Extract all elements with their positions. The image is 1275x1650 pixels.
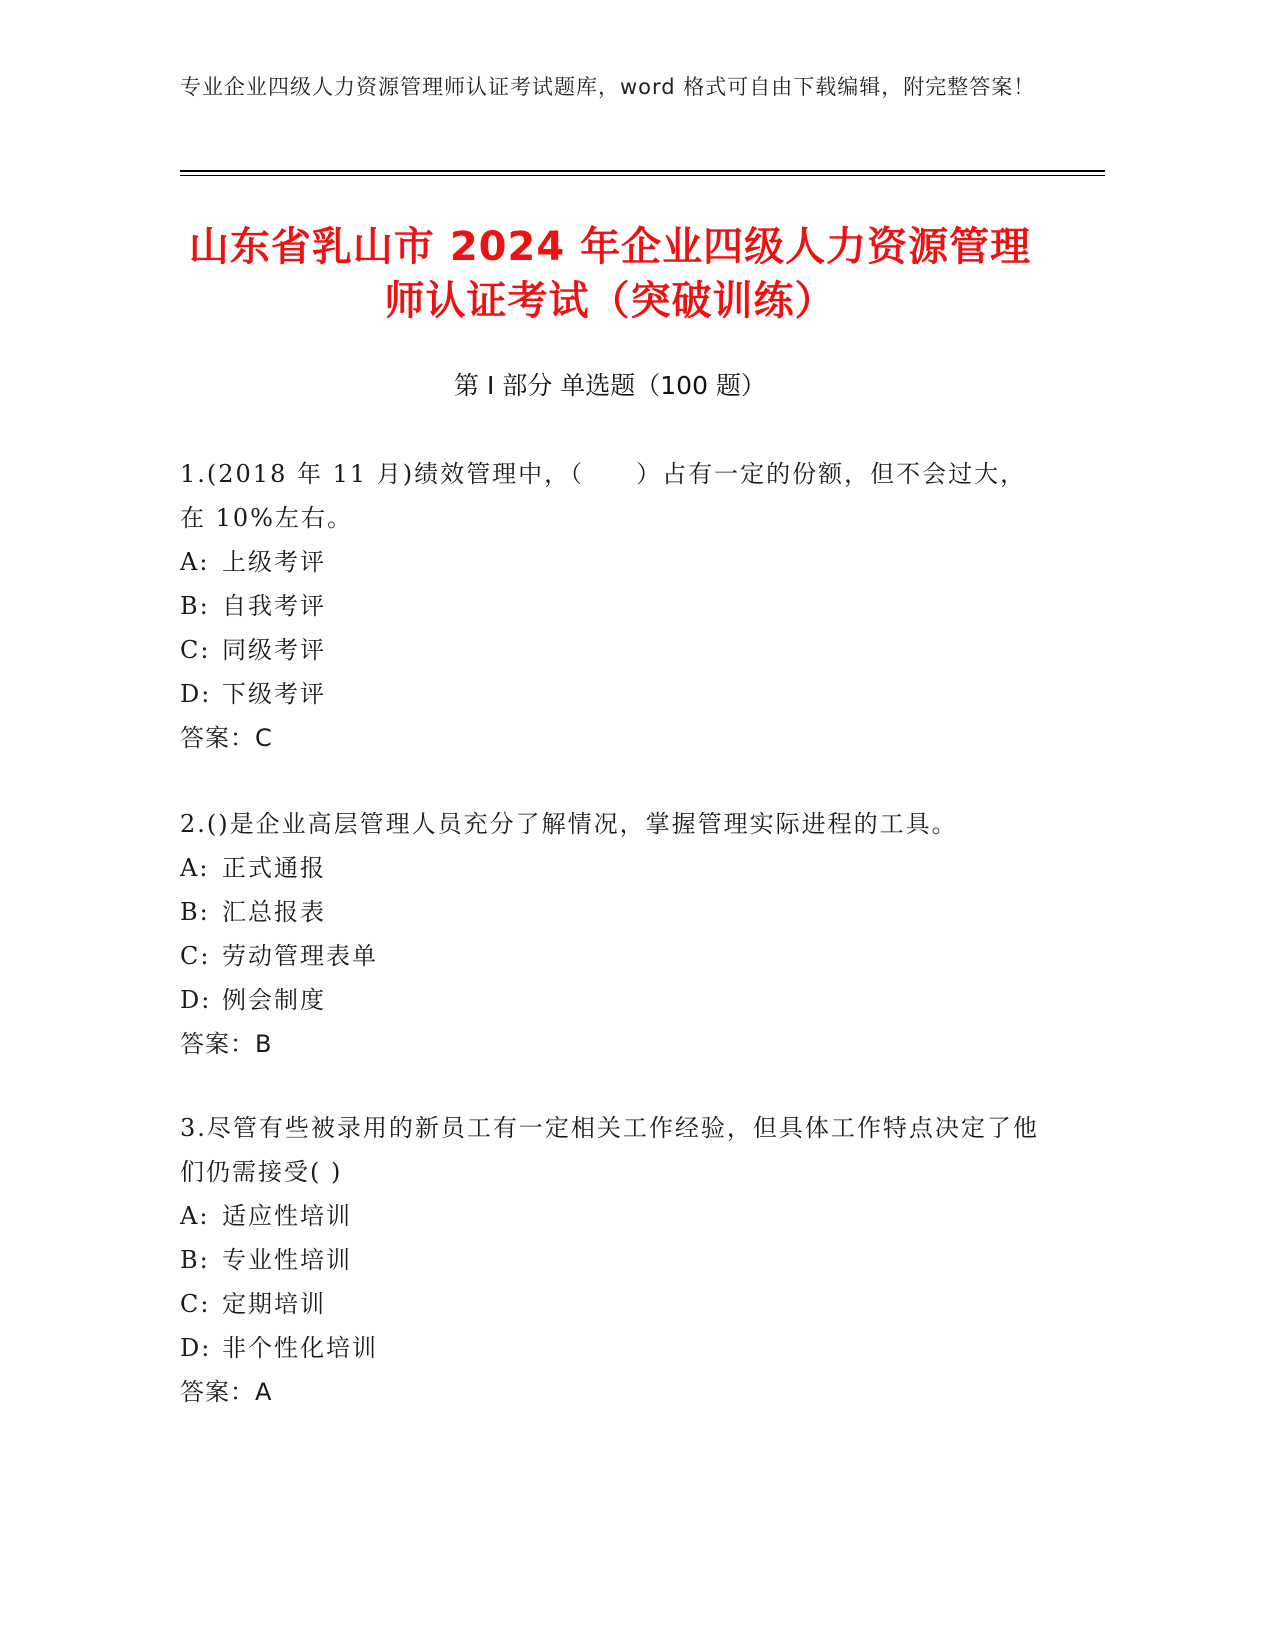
option-text: 自我考评 — [222, 592, 326, 620]
option-key: C: — [180, 1290, 211, 1318]
option-text: 下级考评 — [222, 680, 326, 708]
document-title-line-2: 师认证考试（突破训练） — [384, 278, 836, 324]
option-key: A: — [180, 1202, 210, 1230]
option-key: B: — [180, 898, 210, 926]
question-3 — [180, 1106, 1040, 1414]
option-text: 劳动管理表单 — [222, 942, 378, 970]
option-key: D: — [180, 986, 212, 1014]
option-text: 专业性培训 — [222, 1246, 352, 1274]
option-b — [180, 890, 1040, 934]
option-c — [180, 1282, 1040, 1326]
option-d — [180, 978, 1040, 1022]
option-c — [180, 934, 1040, 978]
option-d — [180, 672, 1040, 716]
header-divider-thin — [180, 175, 1105, 176]
option-text: 上级考评 — [222, 548, 326, 576]
option-key: A: — [180, 548, 210, 576]
option-key: B: — [180, 1246, 210, 1274]
question-2 — [180, 802, 1040, 1066]
question-1 — [180, 452, 1040, 760]
option-text: 适应性培训 — [222, 1202, 352, 1230]
option-text: 定期培训 — [222, 1290, 326, 1318]
header-divider-thick — [180, 170, 1105, 172]
option-c — [180, 628, 1040, 672]
option-key: D: — [180, 680, 212, 708]
option-key: C: — [180, 942, 211, 970]
option-d — [180, 1326, 1040, 1370]
question-text: 1.(2018 年 11 月)绩效管理中，（ ）占有一定的份额，但不会过大，在 10%左右。 — [180, 460, 1027, 532]
answer-label: 答案：B — [180, 1030, 273, 1058]
answer-label: 答案：A — [180, 1378, 273, 1406]
option-key: A: — [180, 854, 210, 882]
header-note: 专业企业四级人力资源管理师认证考试题库，word 格式可自由下载编辑，附完整答案！ — [180, 75, 1036, 99]
option-b — [180, 1238, 1040, 1282]
option-text: 非个性化培训 — [222, 1334, 378, 1362]
section-heading: 第 I 部分 单选题（100 题） — [454, 371, 766, 400]
option-a — [180, 540, 1040, 584]
option-a — [180, 1194, 1040, 1238]
document-title-line-1: 山东省乳山市 2024 年企业四级人力资源管理 — [188, 224, 1032, 270]
option-text: 汇总报表 — [222, 898, 326, 926]
answer-label: 答案：C — [180, 724, 273, 752]
option-key: D: — [180, 1334, 212, 1362]
option-text: 例会制度 — [222, 986, 326, 1014]
option-text: 同级考评 — [222, 636, 326, 664]
option-text: 正式通报 — [222, 854, 326, 882]
option-key: C: — [180, 636, 211, 664]
option-b — [180, 584, 1040, 628]
option-a — [180, 846, 1040, 890]
option-key: B: — [180, 592, 210, 620]
question-text: 2.()是企业高层管理人员充分了解情况，掌握管理实际进程的工具。 — [180, 810, 958, 838]
question-text: 3.尽管有些被录用的新员工有一定相关工作经验，但具体工作特点决定了他们仍需接受( ) — [180, 1114, 1039, 1186]
document-title — [150, 220, 1070, 328]
